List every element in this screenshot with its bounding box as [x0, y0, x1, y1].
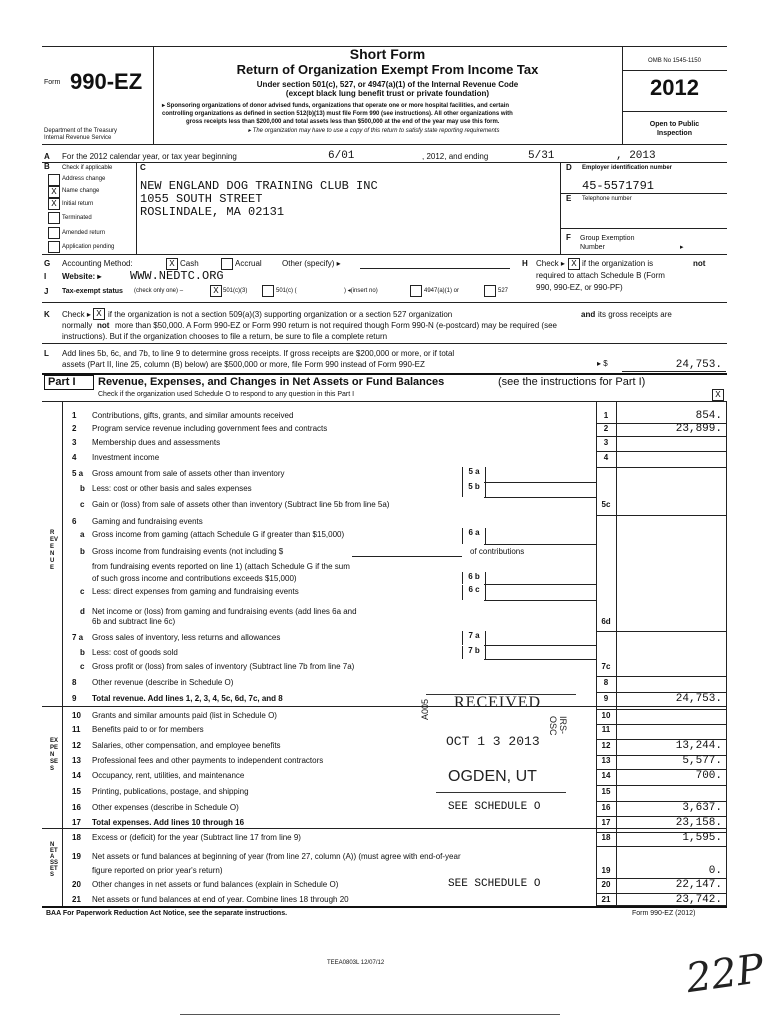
status-501c-label: 501(c) ( — [276, 288, 297, 294]
org-name: NEW ENGLAND DOG TRAINING CLUB INC — [140, 179, 378, 193]
line-tail-text: of contributions — [470, 547, 525, 556]
line-h-check-text: Check ▸ — [536, 259, 565, 268]
handwritten-scribble: 22P — [683, 945, 767, 1003]
line-number: c — [80, 662, 85, 671]
line-box-number: 18 — [601, 833, 611, 842]
line-number: 6 — [72, 517, 77, 526]
line-amount[interactable]: 854. — [695, 410, 722, 422]
line-k-not: not — [97, 321, 110, 330]
sub-line-box: 7 a — [462, 631, 486, 645]
amended-return-label: Amended return — [62, 230, 106, 236]
line-description: Gaming and fundraising events — [92, 517, 203, 526]
line-amount[interactable]: 3,637. — [682, 802, 722, 814]
line-k-line2a: normally — [62, 321, 93, 330]
section-f-label: F — [566, 233, 571, 242]
line-number: c — [80, 500, 85, 509]
part-label: Part I — [48, 376, 76, 388]
line-description: Gross sales of inventory, less returns and allowances — [92, 633, 281, 642]
accrual-label: Accrual — [235, 259, 262, 268]
status-insert-no: ) ◂(insert no) — [344, 288, 378, 294]
line-amount[interactable]: 23,899. — [675, 423, 722, 435]
schedule-b-checkbox[interactable]: X — [568, 258, 580, 270]
line-amount[interactable]: 5,577. — [682, 755, 722, 767]
line-h-rest-2: required to attach Schedule B (Form — [536, 271, 665, 280]
group-exemption-2: Number — [580, 244, 605, 251]
line-number: 21 — [72, 895, 81, 904]
line-number: 17 — [72, 818, 81, 827]
accounting-method-label: Accounting Method: — [62, 259, 133, 268]
line-description: Investment income — [92, 453, 160, 462]
line-l-label: L — [44, 349, 49, 358]
line-box-number: 14 — [601, 771, 611, 780]
cash-label: Cash — [180, 259, 199, 268]
line-number: 5 a — [72, 469, 84, 478]
line-box-number: 3 — [603, 438, 609, 447]
line-box-number: 17 — [601, 818, 611, 827]
line-number: 9 — [72, 694, 77, 703]
line-l-text-2: assets (Part II, line 25, column (B) below) are $500,000 or more, file Form 990 instead of Form 990-EZ — [62, 360, 425, 369]
sub-line-box: 6 a — [462, 528, 486, 544]
cash-checkbox[interactable]: X — [166, 258, 178, 270]
terminated-label: Terminated — [62, 215, 92, 221]
side-label-expenses: EXPENSES — [50, 738, 59, 772]
page-title: Return of Organization Exempt From Income Tax — [236, 62, 539, 77]
line-j-label: J — [44, 287, 49, 296]
received-stamp — [420, 692, 582, 822]
line-amount[interactable]: 13,244. — [675, 740, 722, 752]
line-number: 2 — [72, 424, 77, 433]
line-box-number: 10 — [601, 711, 611, 720]
gross-receipts-amount: 24,753. — [675, 359, 722, 371]
line-description: Benefits paid to or for members — [92, 725, 204, 734]
line-box-number: 15 — [601, 787, 611, 796]
initial-return-checkbox[interactable]: X — [48, 198, 60, 210]
tax-exempt-status-label: Tax-exempt status — [62, 288, 123, 295]
line-description: figure reported on prior year's return) — [92, 866, 223, 875]
ein-header: Employer identification number — [582, 165, 673, 171]
line-description: Program service revenue including government fees and contracts — [92, 424, 328, 433]
status-527-label: 527 — [498, 288, 509, 294]
status-4947-label: 4947(a)(1) or — [424, 288, 460, 294]
group-exemption-1: Group Exemption — [580, 235, 635, 242]
form-reference: Form 990-EZ (2012) — [632, 910, 696, 917]
subtitle-2: (except black lung benefit trust or private foundation) — [285, 89, 490, 98]
group-exemption-arrow: ▸ — [680, 244, 684, 251]
status-527-checkbox[interactable] — [484, 285, 496, 297]
website-label: Website: ▸ — [62, 272, 102, 281]
line-box-number: 16 — [601, 803, 611, 812]
line-description: Excess or (deficit) for the year (Subtract line 17 from line 9) — [92, 833, 301, 842]
line-number: 3 — [72, 438, 77, 447]
line-k-checkbox[interactable]: X — [93, 308, 105, 320]
line-number: 11 — [72, 725, 81, 734]
revenue-end-rule — [42, 706, 727, 707]
line-description: Gain or (loss) from sale of assets other than inventory (Subtract line 5b from line 5a) — [92, 500, 390, 509]
line-number: 16 — [72, 803, 81, 812]
line-description: Gross income from gaming (attach Schedule G if greater than $15,000) — [92, 530, 345, 539]
line-number: 7 a — [72, 633, 84, 642]
sub-line-box: 5 a — [462, 467, 486, 482]
dept-line-2: Internal Revenue Service — [44, 135, 112, 141]
tax-year-begin: 6/01 — [328, 150, 355, 162]
line-h-not: not — [693, 259, 706, 268]
line-k-text-2: if the organization is not a section 509(a)(3) supporting organization or a section 527 organization — [108, 310, 453, 319]
line-description: Less: direct expenses from gaming and fundraising events — [92, 587, 299, 596]
line-number: a — [80, 530, 85, 539]
part-title: Revenue, Expenses, and Changes in Net Assets or Fund Balances — [98, 376, 445, 388]
line-number: 10 — [72, 711, 81, 720]
line-description: Occupancy, rent, utilities, and maintenance — [92, 771, 245, 780]
line-number: 1 — [72, 411, 77, 420]
note-3: gross receipts less than $200,000 and total assets less than $500,000 at the end of the year may use this form. — [186, 119, 500, 125]
line-box-number: 2 — [603, 424, 609, 433]
line-description: Net income or (loss) from gaming and fundraising events (add lines 6a and — [92, 607, 357, 616]
line-amount[interactable]: 1,595. — [682, 832, 722, 844]
line-k-line2b: more than $50,000. A Form 990-EZ or Form 990 return is not required though Form 990-N (e-postcard) may be required (see — [115, 321, 557, 330]
line-number: 13 — [72, 756, 81, 765]
line-description: Printing, publications, postage, and shipping — [92, 787, 249, 796]
line-amount[interactable]: 23,742. — [675, 894, 722, 906]
line-box-number: 13 — [601, 756, 611, 765]
stamp-city: OGDEN, UT — [448, 768, 537, 785]
section-b-header: Check if applicable — [62, 165, 113, 171]
line-g-label: G — [44, 259, 51, 268]
line-number: d — [80, 607, 85, 616]
section-b-label: B — [44, 162, 50, 171]
line-number: b — [80, 484, 85, 493]
line-box-number: 7c — [601, 662, 611, 671]
address-change-checkbox[interactable] — [48, 174, 60, 186]
line-k-and: and — [581, 310, 596, 319]
line-description: Total expenses. Add lines 10 through 16 — [92, 818, 245, 827]
org-street: 1055 SOUTH STREET — [140, 192, 263, 206]
title-small: Short Form — [349, 46, 426, 62]
line-description: Contributions, gifts, grants, and similar amounts received — [92, 411, 294, 420]
line-description: Gross income from fundraising events (not including $ — [92, 547, 284, 556]
line-box-number: 19 — [601, 866, 611, 875]
line-h-rest-3: 990, 990-EZ, or 990-PF) — [536, 283, 623, 292]
name-change-label: Name change — [62, 188, 100, 194]
schedule-o-checkbox[interactable]: X — [712, 389, 724, 401]
section-c-label: C — [140, 163, 146, 172]
line-box-number: 6d — [601, 617, 611, 626]
line-number: 15 — [72, 787, 81, 796]
section-d-label: D — [566, 163, 572, 172]
line-amount[interactable]: 700. — [695, 770, 722, 782]
sub-line-box: 7 b — [462, 646, 486, 659]
part-title-note: (see the instructions for Part I) — [498, 376, 646, 388]
line-number: 4 — [72, 453, 77, 462]
line-box-number: 21 — [601, 895, 611, 904]
line-number: b — [80, 547, 85, 556]
line-i-label: I — [44, 272, 47, 281]
line-box-number: 5c — [601, 500, 611, 509]
stamp-received: RECEIVED — [454, 694, 542, 711]
sub-line-box: 6 b — [462, 572, 486, 584]
dept-line-1: Department of the Treasury — [44, 128, 118, 134]
line-box-number: 9 — [603, 694, 609, 703]
line-number: 20 — [72, 880, 81, 889]
schedule-o-check-text: Check if the organization used Schedule O to respond to any question in this Part I — [98, 391, 355, 398]
line-description: 6b and subtract line 6c) — [92, 617, 176, 626]
line-description: Membership dues and assessments — [92, 438, 221, 447]
line-description: from fundraising events reported on line 1) (attach Schedule G if the sum — [92, 562, 350, 571]
note-4: ▸ The organization may have to use a copy of this return to satisfy state reporting requirements — [248, 128, 500, 134]
line-a-text: For the 2012 calendar year, or tax year beginning — [62, 152, 237, 161]
form-number: 990-EZ — [70, 69, 143, 94]
line-a-mid: , 2012, and ending — [422, 152, 489, 161]
line-description: Other expenses (describe in Schedule O) — [92, 803, 239, 812]
omb-number: OMB No 1545-1150 — [648, 58, 701, 64]
phone-header: Telephone number — [582, 196, 632, 202]
note-2: controlling organizations as defined in section 512(b)(13) must file Form 990 (see instructions). All other organizations with — [162, 111, 513, 117]
line-description: Other changes in net assets or fund balances (explain in Schedule O) — [92, 880, 339, 889]
subtitle-1: Under section 501(c), 527, or 4947(a)(1) of the Internal Revenue Code — [256, 80, 519, 89]
terminated-checkbox[interactable] — [48, 212, 60, 224]
line-description: Less: cost or other basis and sales expenses — [92, 484, 252, 493]
line-amount[interactable]: 23,158. — [675, 817, 722, 829]
sub-line-box: 5 b — [462, 482, 486, 497]
line-l-arrow: ▸ $ — [597, 359, 608, 368]
status-501c3-label: 501(c)(3) — [223, 288, 248, 294]
line-number: 18 — [72, 833, 81, 842]
line-description: Gross amount from sale of assets other than inventory — [92, 469, 285, 478]
line-description: of such gross income and contributions exceeds $15,000) — [92, 574, 297, 583]
tax-year-end: 5/31 — [528, 150, 555, 162]
open-public-1: Open to Public — [649, 121, 700, 128]
stamp-left-code: A005 — [420, 698, 430, 720]
application-pending-checkbox[interactable] — [48, 241, 60, 253]
status-501c-checkbox[interactable] — [262, 285, 274, 297]
application-pending-label: Application pending — [62, 244, 115, 250]
stamp-date: OCT 1 3 2013 — [446, 734, 540, 749]
schedule-o-note: SEE SCHEDULE O — [448, 878, 541, 890]
initial-return-label: Initial return — [62, 201, 94, 207]
stamp-right-code: IRS-OSC — [548, 716, 568, 736]
tax-year: 2012 — [650, 75, 699, 100]
line-box-number: 20 — [601, 880, 611, 889]
line-description: Total revenue. Add lines 1, 2, 3, 4, 5c, 6d, 7c, and 8 — [92, 694, 283, 703]
line-a-label: A — [44, 152, 50, 161]
line-number: 14 — [72, 771, 81, 780]
line-h-rest-1: if the organization is — [582, 259, 654, 268]
side-label-revenue: REVENUE — [50, 530, 59, 571]
line-box-number: 4 — [603, 453, 609, 462]
line-k-label: K — [44, 310, 50, 319]
tax-exempt-hint: (check only one) – — [134, 288, 184, 294]
line-amount[interactable]: 0. — [708, 865, 722, 877]
other-method-label: Other (specify) ▸ — [282, 259, 341, 268]
line-k-line3: instructions). But if the organization chooses to file a return, be sure to file a complete return — [62, 332, 388, 341]
line-number: b — [80, 648, 85, 657]
website-value[interactable]: WWW.NEDTC.ORG — [130, 269, 224, 283]
status-501c3-checkbox[interactable]: X — [210, 285, 222, 297]
software-code: TEEA0803L 12/07/12 — [327, 960, 385, 966]
note-1: ▸ Sponsoring organizations of donor advised funds, organizations that operate one or more hospital facilities, and certain — [162, 103, 510, 109]
line-box-number: 12 — [601, 741, 611, 750]
line-description: Grants and similar amounts paid (list in Schedule O) — [92, 711, 277, 720]
line-description: Net assets or fund balances at end of year. Combine lines 18 through 20 — [92, 895, 349, 904]
line-description: Less: cost of goods sold — [92, 648, 178, 657]
line-box-number: 11 — [601, 725, 611, 734]
form-prefix: Form — [44, 79, 61, 86]
line-description: Net assets or fund balances at beginning of year (from line 27, column (A)) (must agree with end-of-year — [92, 852, 461, 861]
schedule-o-note: SEE SCHEDULE O — [448, 801, 541, 813]
line-number: 12 — [72, 741, 81, 750]
ein-value: 45-5571791 — [582, 179, 655, 193]
line-number: 8 — [72, 678, 77, 687]
tax-year-end-year: , 2013 — [616, 150, 656, 162]
line-k-text-3: its gross receipts are — [598, 310, 672, 319]
line-box-number: 8 — [603, 678, 609, 687]
line-box-number: 1 — [603, 411, 609, 420]
amended-return-checkbox[interactable] — [48, 227, 60, 239]
sub-line-box: 6 c — [462, 585, 486, 600]
section-e-label: E — [566, 194, 572, 203]
org-city: ROSLINDALE, MA 02131 — [140, 205, 285, 219]
expenses-end-rule — [42, 828, 727, 829]
status-4947-checkbox[interactable] — [410, 285, 422, 297]
line-amount[interactable]: 24,753. — [675, 693, 722, 705]
open-public-2: Inspection — [656, 130, 692, 137]
line-number: 19 — [72, 852, 81, 861]
line-description: Salaries, other compensation, and employee benefits — [92, 741, 281, 750]
baa-notice: BAA For Paperwork Reduction Act Notice, see the separate instructions. — [46, 910, 288, 917]
line-l-text-1: Add lines 5b, 6c, and 7b, to line 9 to determine gross receipts. If gross receipts are $200,000 or more, or if total — [62, 349, 455, 358]
name-change-checkbox[interactable]: X — [48, 186, 60, 198]
side-label-net-assets: NET ASSETS — [50, 842, 59, 878]
address-change-label: Address change — [62, 176, 106, 182]
line-description: Other revenue (describe in Schedule O) — [92, 678, 234, 687]
line-h-label: H — [522, 259, 528, 268]
line-amount[interactable]: 22,147. — [675, 879, 722, 891]
line-k-check-text: Check ▸ — [62, 310, 91, 319]
line-number: c — [80, 587, 85, 596]
line-description: Gross profit or (loss) from sales of inventory (Subtract line 7b from line 7a) — [92, 662, 355, 671]
line-description: Professional fees and other payments to independent contractors — [92, 756, 324, 765]
